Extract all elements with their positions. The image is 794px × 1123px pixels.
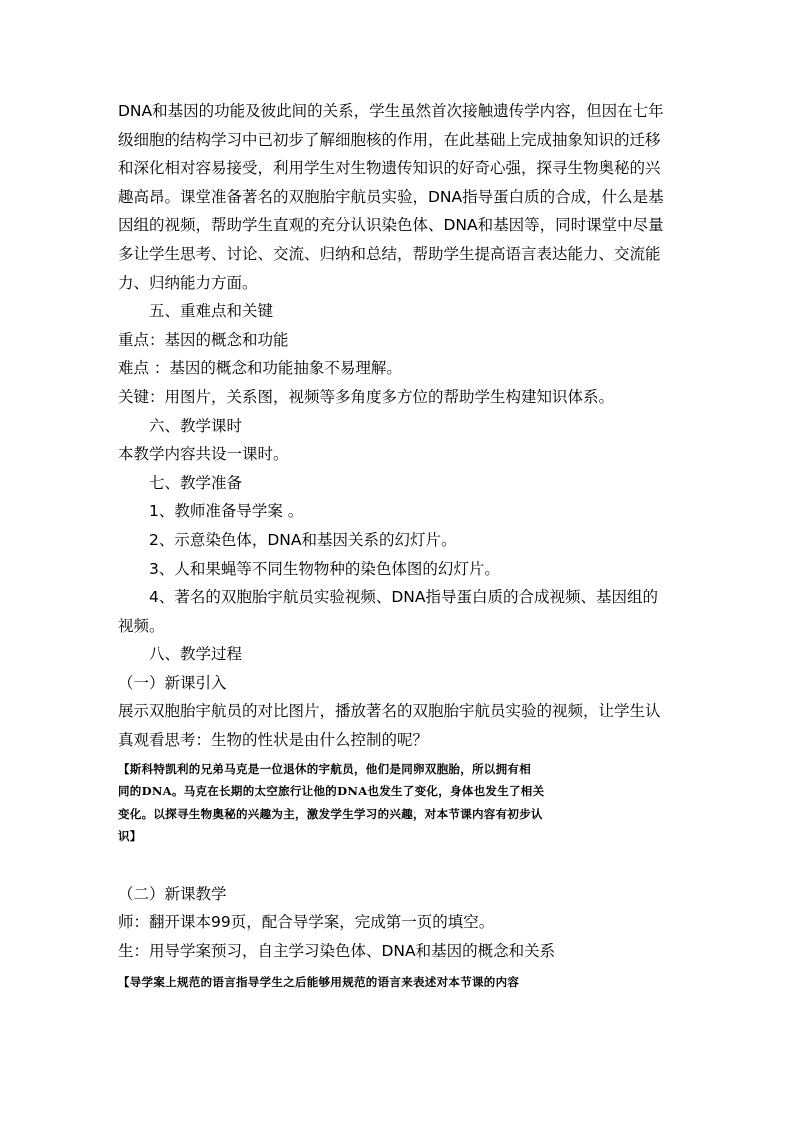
document-page (118, 97, 678, 994)
prep-item-1: 1、教师准备导学案 。 (149, 502, 304, 521)
part2-heading: （二）新课教学 (118, 884, 227, 903)
intro-line-2: 级细胞的结构学习中已初步了解细胞核的作用，在此基础上完成抽象知识的迁移 (118, 130, 661, 149)
intro-line-4: 趣高昂。课堂准备著名的双胞胎宇航员实验，DNA指导蛋白质的合成，什么是基 (118, 187, 664, 206)
part1-note-line-1: 【斯科特凯利的兄弟马克是一位退休的宇航员，他们是同卵双胞胎，所以拥有相 (118, 761, 531, 776)
teacher-text: 师：翻开课本99页，配合导学案，完成第一页的填空。 (118, 913, 495, 932)
part1-heading: （一）新课引入 (118, 673, 227, 692)
intro-line-6: 多让学生思考、讨论、交流、归纳和总结，帮助学生提高语言表达能力、交流能 (118, 244, 661, 263)
part1-line-2: 真观看思考：生物的性状是由什么控制的呢？ (118, 731, 429, 750)
lesson-hours-text: 本教学内容共设一课时。 (118, 445, 289, 464)
key-text: 关键：用图片，关系图，视频等多角度多方位的帮助学生构建知识体系。 (118, 387, 615, 406)
prep-item-3: 3、人和果蝇等不同生物物种的染色体图的幻灯片。 (149, 559, 500, 578)
key-point-text: 重点：基因的概念和功能 (118, 330, 289, 349)
student-text: 生：用导学案预习，自主学习染色体、DNA和基因的概念和关系 (118, 941, 556, 960)
prep-item-4: 4、著名的双胞胎宇航员实验视频、DNA指导蛋白质的合成视频、基因组的 (149, 588, 658, 607)
part1-note-line-2: 同的DNA。马克在长期的太空旅行让他的DNA也发生了变化，身体也发生了相关 (118, 784, 545, 799)
section7-heading: 七、教学准备 (149, 473, 243, 492)
prep-item-2: 2、示意染色体，DNA和基因关系的幻灯片。 (149, 530, 457, 549)
section8-heading: 八、教学过程 (149, 645, 243, 664)
intro-line-5: 因组的视频，帮助学生直观的充分认识染色体、DNA和基因等，同时课堂中尽量 (118, 216, 664, 235)
section6-heading: 六、教学课时 (149, 416, 243, 435)
intro-line-7: 力、归纳能力方面。 (118, 273, 258, 292)
part1-line-1: 展示双胞胎宇航员的对比图片，播放著名的双胞胎宇航员实验的视频，让学生认 (118, 702, 661, 721)
intro-line-1: DNA和基因的功能及彼此间的关系，学生虽然首次接触遗传学内容，但因在七年 (118, 102, 664, 120)
intro-line-3: 和深化相对容易接受，利用学生对生物遗传知识的好奇心强，探寻生物奥秘的兴 (118, 159, 661, 178)
part1-note-line-3: 变化。以探寻生物奥秘的兴趣为主，激发学生学习的兴趣，对本节课内容有初步认 (118, 806, 543, 821)
section5-heading: 五、重难点和关键 (149, 302, 274, 321)
part2-note-line: 【导学案上规范的语言指导学生之后能够用规范的语言来表述对本节课的内容 (118, 975, 520, 990)
difficulty-text: 难点 ：基因的概念和功能抽象不易理解。 (118, 359, 402, 378)
prep-item-4-cont: 视频。 (118, 616, 165, 635)
part1-note-line-4: 识】 (118, 829, 142, 844)
